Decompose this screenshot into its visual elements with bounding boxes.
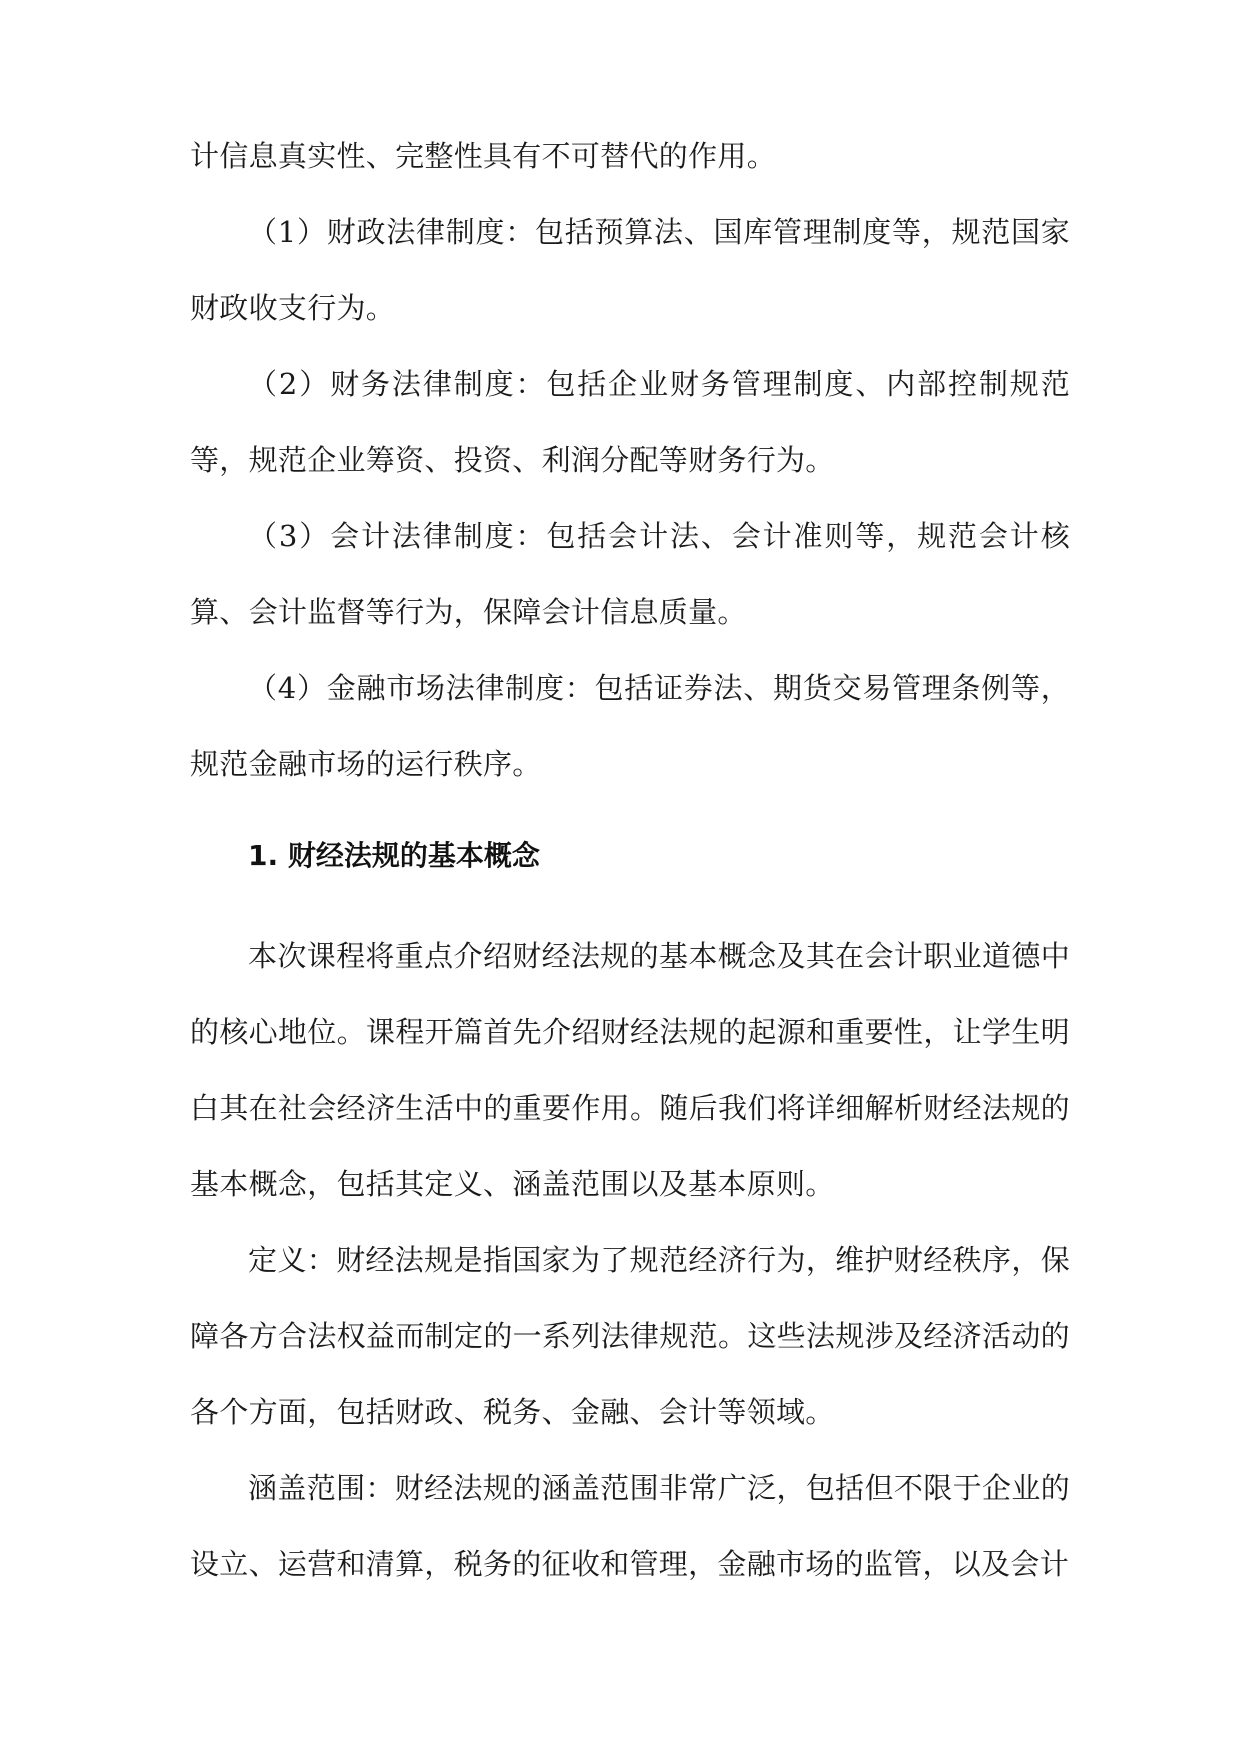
body-paragraph-scope: 涵盖范围：财经法规的涵盖范围非常广泛，包括但不限于企业的设立、运营和清算，税务的征收和管理，金融市场的监管，以及会计 (190, 1471, 1070, 1581)
list-item-financial-law: （2）财务法律制度：包括企业财务管理制度、内部控制规范等，规范企业筹资、投资、利润分配等财务行为。 (190, 367, 1070, 477)
list-item-fiscal-law: （1）财政法律制度：包括预算法、国库管理制度等，规范国家财政收支行为。 (190, 215, 1070, 325)
continuation-paragraph: 计信息真实性、完整性具有不可替代的作用。 (190, 139, 777, 173)
section-heading: 1. 财经法规的基本概念 (248, 839, 540, 872)
body-paragraph-definition: 定义：财经法规是指国家为了规范经济行为，维护财经秩序，保障各方合法权益而制定的一系列法律规范。这些法规涉及经济活动的各个方面，包括财政、税务、金融、会计等领域。 (190, 1243, 1070, 1429)
list-item-accounting-law: （3）会计法律制度：包括会计法、会计准则等，规范会计核算、会计监督等行为，保障会计信息质量。 (190, 519, 1070, 629)
body-paragraph-intro: 本次课程将重点介绍财经法规的基本概念及其在会计职业道德中的核心地位。课程开篇首先介绍财经法规的起源和重要性，让学生明白其在社会经济生活中的重要作用。随后我们将详细解析财经法规的基本概念，包括其定义、涵盖范围以及基本原则。 (190, 939, 1070, 1201)
list-item-financial-market-law: （4）金融市场法律制度：包括证券法、期货交易管理条例等，规范金融市场的运行秩序。 (190, 671, 1070, 781)
